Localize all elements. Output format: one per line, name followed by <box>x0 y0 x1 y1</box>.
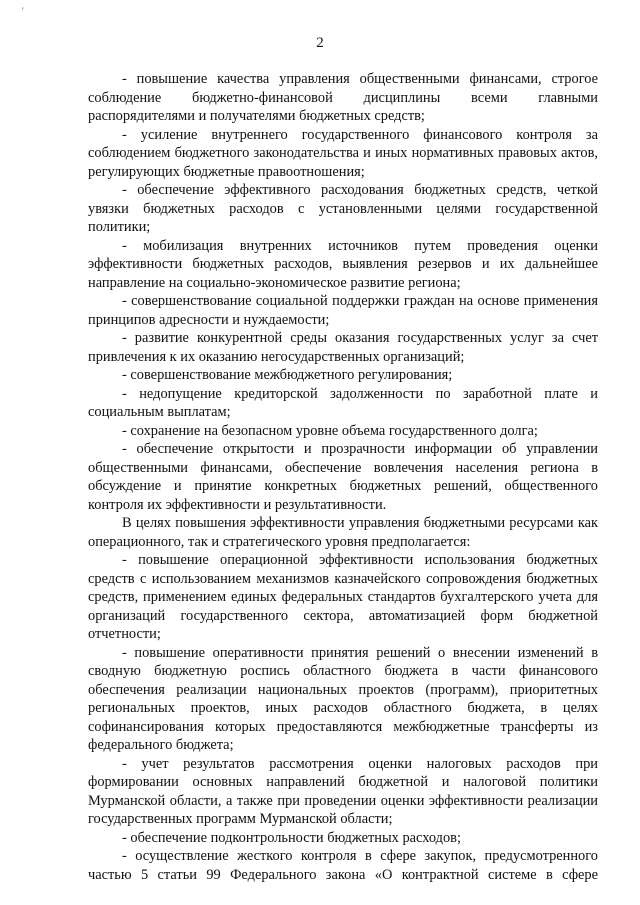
paragraph: - осуществление жесткого контроля в сфере закупок, предусмотренного частью 5 статьи 99 Федерального закона «О контрактной системе в сфере <box>88 848 598 883</box>
corner-mark: ' <box>22 6 24 16</box>
paragraph: - мобилизация внутренних источников путем проведения оценки эффективности бюджетных расходов, выявления резервов и их дальнейшее направление на социально-экономическое развитие региона; <box>88 237 598 291</box>
page-number: 2 <box>316 35 324 51</box>
paragraph: - недопущение кредиторской задолженности по заработной плате и социальным выплатам; <box>88 385 598 420</box>
paragraph: - совершенствование межбюджетного регулирования; <box>122 367 453 383</box>
paragraph: - совершенствование социальной поддержки граждан на основе применения принципов адресности и нуждаемости; <box>88 293 598 328</box>
paragraph: - обеспечение подконтрольности бюджетных расходов; <box>122 829 461 846</box>
paragraph: - обеспечение эффективного расходования бюджетных средств, четкой увязки бюджетных расходов с установленными целями государственной политики; <box>88 182 598 235</box>
paragraph: - усиление внутреннего государственного финансового контроля за соблюдением бюджетного законодательства и иных нормативных правовых актов, регулирующих бюджетные правоотношения; <box>88 126 598 180</box>
document-body <box>88 70 598 884</box>
paragraph: В целях повышения эффективности управления бюджетными ресурсами как операционного, так и стратегического уровня предполагается: <box>88 515 598 550</box>
paragraph: - обеспечение открытости и прозрачности информации об управлении общественными финансами, обеспечение вовлечения населения региона в обсуждение и принятие конкретных бюджетных решений, общественного контроля их эффективности и результативности. <box>88 441 598 513</box>
paragraph: - повышение качества управления общественными финансами, строгое соблюдение бюджетно-финансовой дисциплины всеми главными распорядителями и получателями бюджетных средств; <box>88 71 598 124</box>
paragraph: - сохранение на безопасном уровне объема государственного долга; <box>122 422 538 439</box>
paragraph: - повышение операционной эффективности использования бюджетных средств с использованием механизмов казначейского сопровождения бюджетных средств, применением единых федеральных стандартов бухгалтерского учета для организаций государственного сектора, автоматизацией форм бюджетной отчетности; <box>88 552 598 642</box>
paragraph: - повышение оперативности принятия решений о внесении изменений в сводную бюджетную роспись областного бюджета в части финансового обеспечения реализации национальных проектов (программ), приоритетных региональных проектов, иных расходов областного бюджета, в целях софинансирования которых предоставляются межбюджетные трансферты из федерального бюджета; <box>88 644 598 753</box>
paragraph: - учет результатов рассмотрения оценки налоговых расходов при формировании основных направлений бюджетной и налоговой политики Мурманской области, а также при проведении оценки эффективности реализации государственных программ Мурманской области; <box>88 755 598 827</box>
paragraph: - развитие конкурентной среды оказания государственных услуг за счет привлечения к их оказанию негосударственных организаций; <box>88 330 598 365</box>
